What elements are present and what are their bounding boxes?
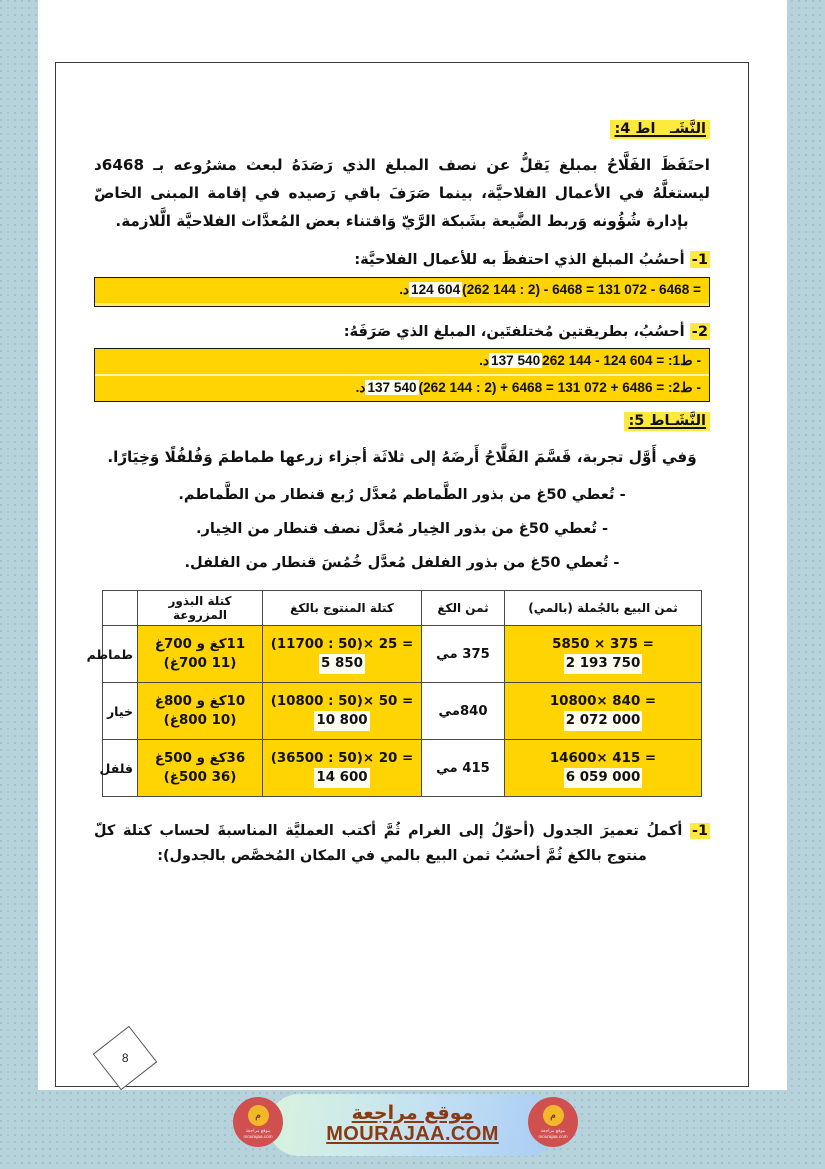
question-2-text: أحسُبُ، بطريقتين مُختلفتَين، المبلغ الذي صَرَفَهُ: (343, 322, 685, 340)
cell-sale-price (505, 626, 702, 683)
column-header-seed-mass: كتلة البذور المزروعة (138, 591, 263, 626)
column-header-price-per-kg: ثمن الكغ (422, 591, 505, 626)
brand-arabic-label: موقع مراجعة (351, 1101, 474, 1124)
logo-glyph: م (543, 1105, 564, 1126)
activity-5-title: النَّشَـاط 5: (624, 412, 710, 431)
product-result: 5 850 (319, 654, 365, 673)
logo-glyph: م (248, 1105, 269, 1126)
column-header-sale-price: ثمن البيع بالجُملة (بالمي) (505, 591, 702, 626)
activity-5-bullet-2: - تُعطي 50غ من بذور الخِيار مُعدَّل نصف قنطار من الخِيار. (195, 519, 608, 537)
bottom-brand-banner (0, 1080, 825, 1169)
sale-result: 2 193 750 (564, 654, 643, 673)
column-header-product-mass: كتلة المنتوج بالكغ (263, 591, 422, 626)
answer-expression: (262 144 : 2) + 6468 = 131 072 + 6486 = (418, 380, 665, 396)
question-2-number: 2- (691, 322, 708, 340)
cell-price-per-kg: 375 مي (422, 626, 505, 683)
cell-crop-name: فلفل (103, 740, 138, 797)
table-row (103, 626, 702, 683)
seed-mass-grams: (10 800غ) (163, 713, 237, 729)
activity-5-question-1 (94, 819, 710, 869)
logo-caption (538, 1128, 567, 1139)
cell-price-per-kg: 840مي (422, 683, 505, 740)
question-1-text: أحسُبُ المبلغ الذي احتفظَ به للأعمال الفلاحيَّة: (354, 251, 685, 269)
question-number: 1- (691, 823, 708, 840)
method-label: - ط2: (668, 380, 701, 396)
answer-expression: 262 144 - 124 604 = (542, 353, 665, 369)
activity-5-bullet-3: - تُعطي 50غ من بذور الفلفل مُعدَّل خُمُسَ قنطار من الفلفل. (184, 553, 620, 571)
activity-4-answer-box-2 (94, 348, 710, 402)
table-row (103, 740, 702, 797)
product-expression: (36500 : 50)× 20 = (270, 750, 414, 766)
table-row (103, 683, 702, 740)
cell-product-mass (263, 626, 422, 683)
logo-caption-en: mourajaa.com (243, 1133, 273, 1139)
brand-logo-icon-right (528, 1097, 578, 1147)
activity-4-question-2 (94, 320, 710, 343)
cell-sale-price (505, 740, 702, 797)
answer-result: 124 604 (411, 281, 461, 297)
answer-line (95, 349, 709, 374)
brand-logo-icon-left (233, 1097, 283, 1147)
seed-mass-main: 10كغ و 800غ (154, 693, 246, 709)
product-expression: (11700 : 50)× 25 = (270, 636, 414, 652)
product-expression: (10800 : 50)× 50 = (270, 693, 414, 709)
worksheet-sheet (38, 0, 787, 1090)
cell-seed-mass (138, 626, 263, 683)
logo-caption-en: mourajaa.com (538, 1133, 568, 1139)
answer-unit: د. (399, 281, 410, 297)
sale-expression: 14600× 415 = (549, 750, 657, 766)
product-result: 10 800 (314, 711, 369, 730)
cell-product-mass (263, 740, 422, 797)
product-result: 14 600 (314, 768, 369, 787)
seed-mass-main: 36كغ و 500غ (154, 750, 246, 766)
sale-result: 6 059 000 (564, 768, 643, 787)
brand-pill-bottom (268, 1094, 558, 1156)
question-text: أكملُ تعميرَ الجدول (أحوّلُ إلى الغرام ثُمَّ أكتب العمليَّة المناسبةَ لحساب كتلة كلّ منتوج بالكغ ثُمَّ أحسُبُ ثمن البيع بالمي في المكان المُخصَّص بالجدول): (94, 823, 683, 865)
worksheet-content (86, 118, 710, 884)
cell-product-mass (263, 683, 422, 740)
answer-line (95, 374, 709, 401)
answer-unit: د. (355, 380, 366, 396)
activity-4-statement: احتَفَظَ الفَلَّاحُ بمبلغ يَقلُّ عن نصف المبلغ الذي رَصَدَهُ لبعث مشرُوعه بـ 6468د ليستغلَّهُ في الأعمال الفلاحيَّة، بينما صَرَفَ باقي رَصيده في إقامة المبنى الخاصّ بإدارة شُؤُونه وَربط الضَّيعة بشَبكة الرَّيّ وَاقتناء بعض المُعدَّات الفلاحيَّة الَّلازمة. (94, 156, 710, 231)
answer-expression: (262 144 : 2) - 6468 = 131 072 - 6468 = (462, 281, 701, 297)
logo-caption (243, 1128, 272, 1139)
cell-crop-name: خيار (103, 683, 138, 740)
seed-mass-grams: (11 700غ) (163, 656, 237, 672)
activity-5-title-row (94, 410, 710, 431)
sale-result: 2 072 000 (564, 711, 643, 730)
logo-caption-ar: موقع مراجعة (540, 1127, 566, 1133)
sale-expression: 5850 × 375 = (552, 636, 654, 652)
activity-4-title: النَّشَـ__اط 4: (610, 120, 710, 139)
seed-mass-grams: (36 500غ) (163, 770, 237, 786)
answer-result: 137 540 (367, 380, 417, 396)
answer-unit: د. (479, 353, 490, 369)
produce-table (86, 590, 702, 797)
activity-4-answer-box-1 (94, 277, 710, 307)
logo-caption-ar: موقع مراجعة (245, 1127, 271, 1133)
activity-5-statement: وَفي أَوَّل تجربة، قَسَّمَ الفَلَّاحُ أَرضَهُ إلى ثلاثَة أجزاء زرعها طماطمَ وَفُلفُلًا وَخِيَارًا. (107, 448, 697, 467)
cell-seed-mass (138, 683, 263, 740)
cell-crop-name: طماطم (103, 626, 138, 683)
brand-domain-label: MOURAJAA.COM (326, 1123, 499, 1146)
page-number-value: 8 (121, 1051, 129, 1065)
answer-line (95, 278, 709, 306)
column-header-crop (103, 591, 138, 626)
table-header-row (103, 591, 702, 626)
cell-seed-mass (138, 740, 263, 797)
answer-result: 137 540 (491, 353, 541, 369)
activity-4-question-1 (94, 248, 710, 271)
question-1-number: 1- (691, 251, 708, 269)
cell-price-per-kg: 415 مي (422, 740, 505, 797)
produce-table-wrapper (86, 590, 702, 797)
cell-sale-price (505, 683, 702, 740)
method-label: - ط1: (668, 353, 701, 369)
activity-5-bullet-1: - تُعطي 50غ من بذور الطَّماطم مُعدَّل رُبع قنطار من الطَّماطم. (178, 486, 626, 504)
seed-mass-main: 11كغ و 700غ (154, 636, 246, 652)
activity-4-title-row (94, 118, 710, 139)
sale-expression: 10800× 840 = (549, 693, 657, 709)
